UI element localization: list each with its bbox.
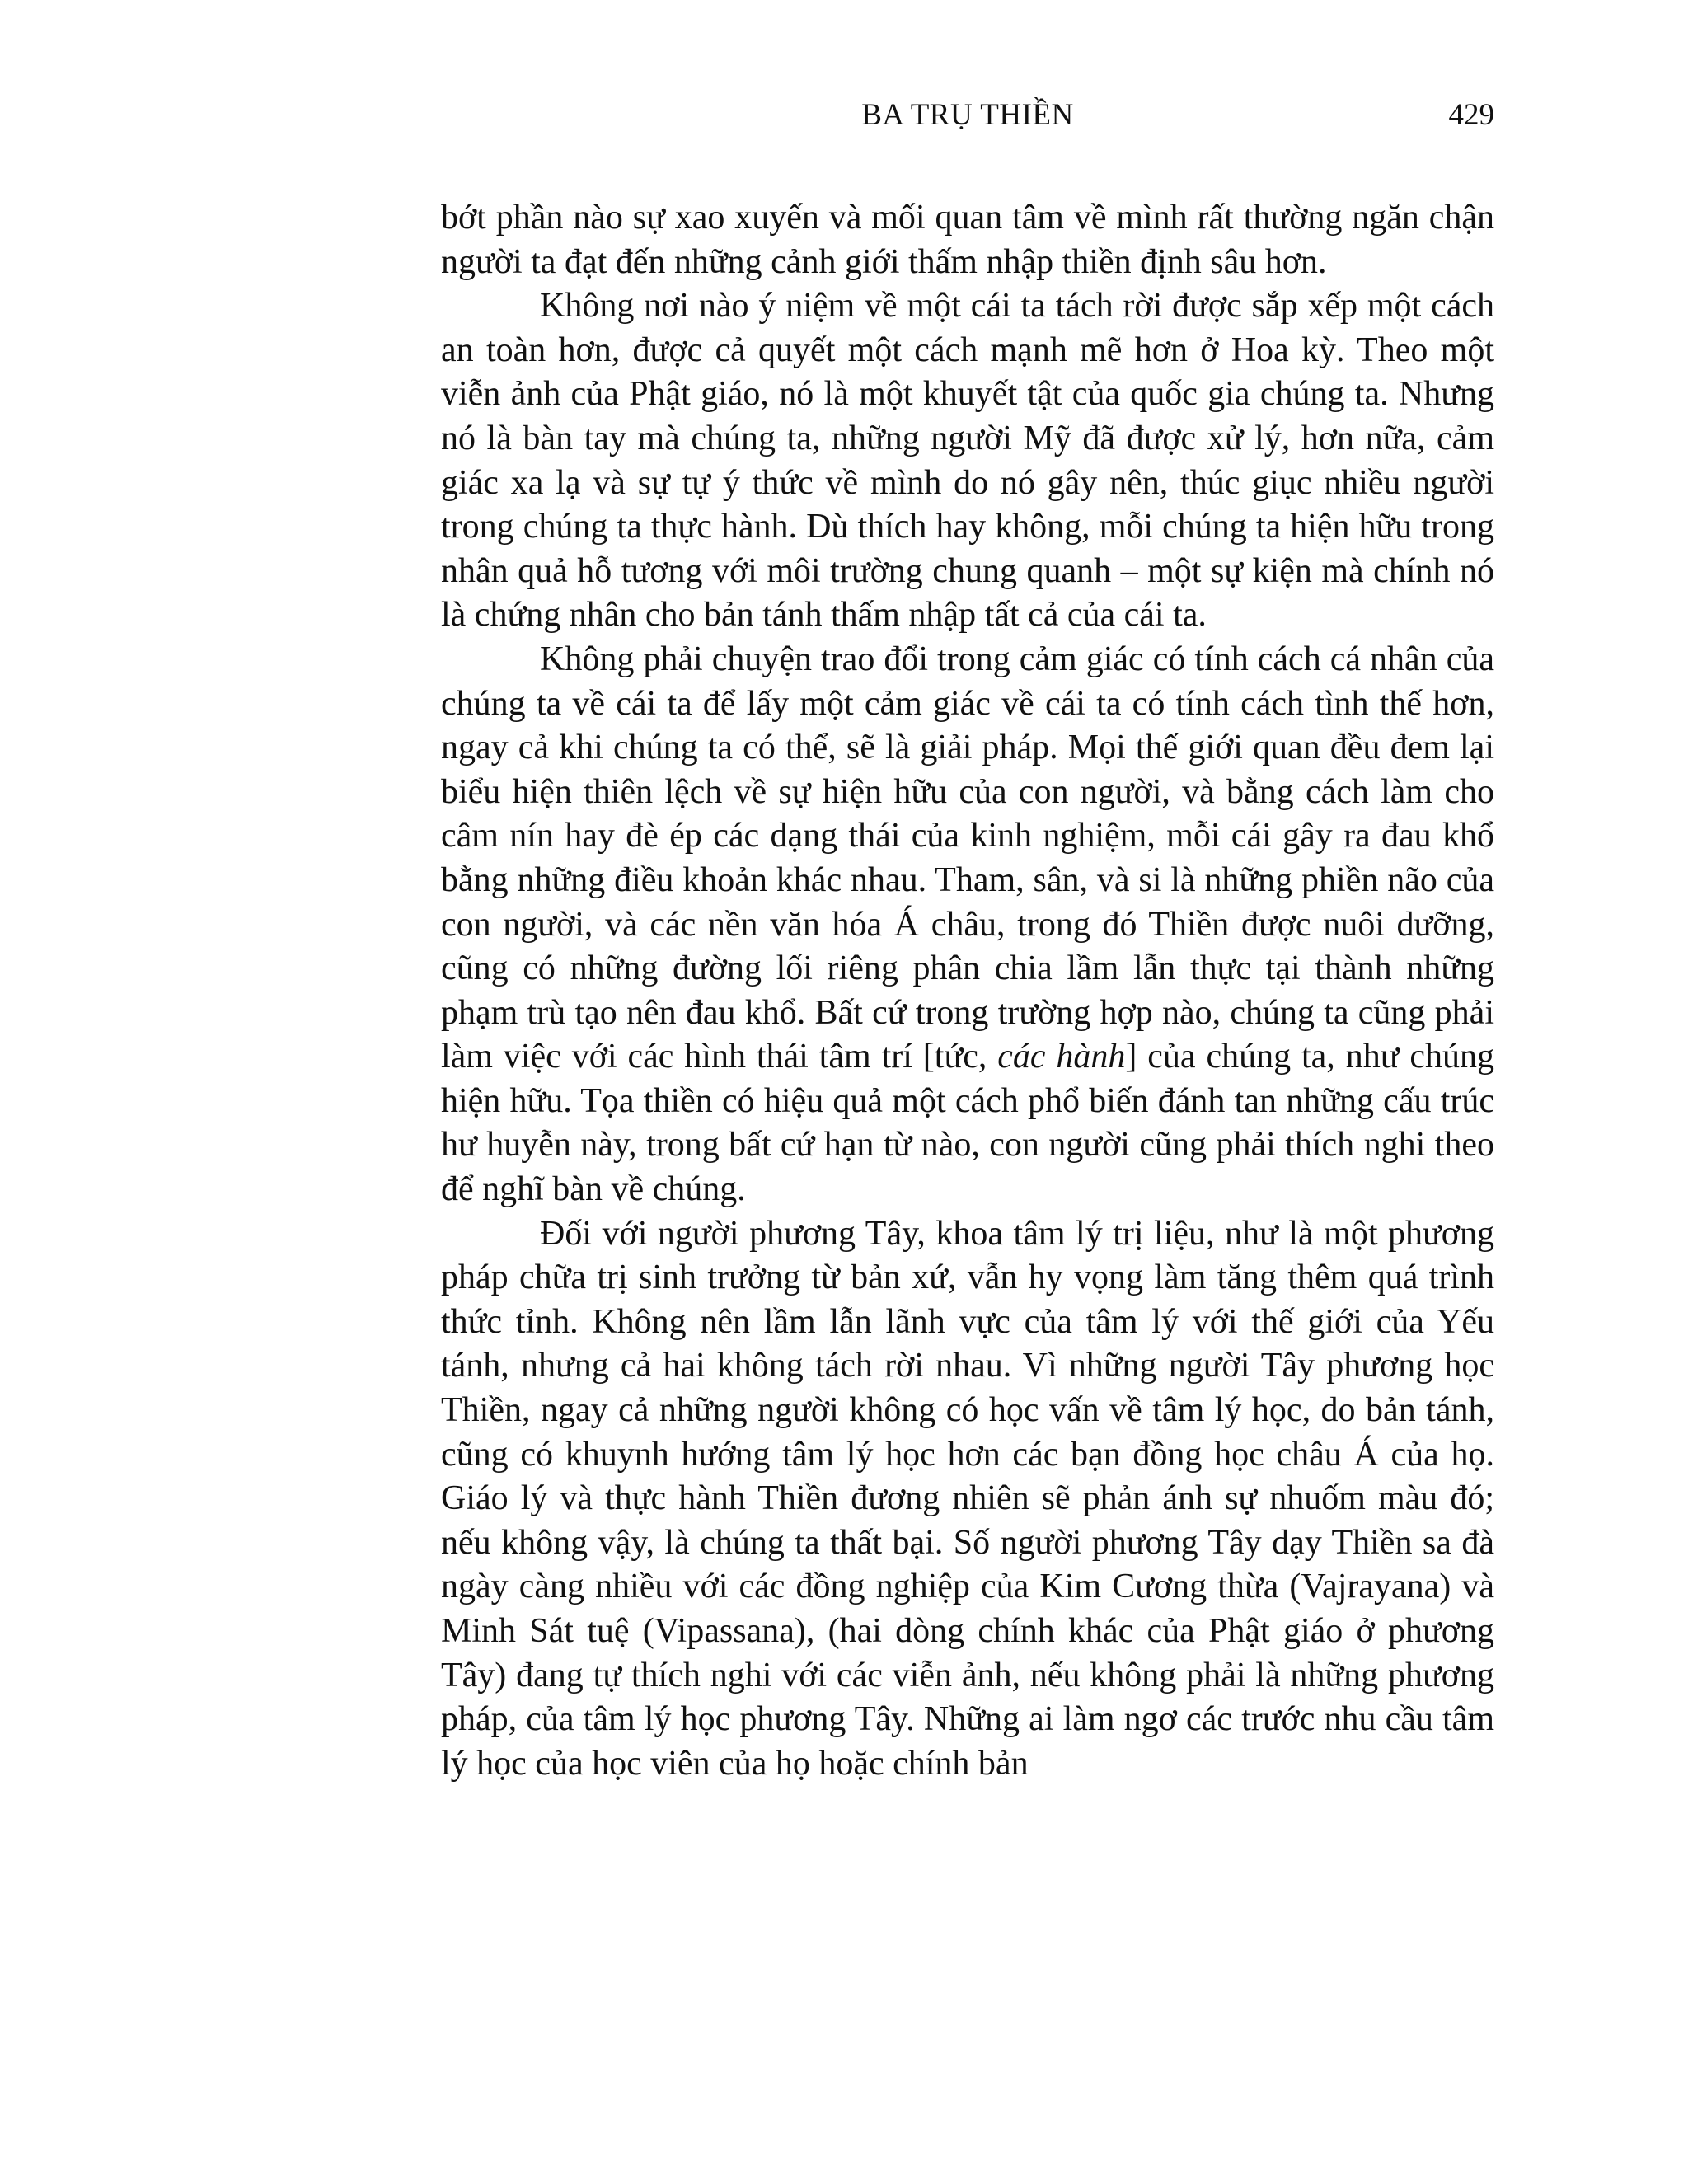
italic-term: các hành: [997, 1038, 1126, 1076]
running-header: [441, 97, 1494, 143]
paragraph: Đối với người phương Tây, khoa tâm lý trị liệu, như là một phương pháp chữa trị sinh trưởng từ bản xứ, vẫn hy vọng làm tăng thêm quá trình thức tỉnh. Không nên lầm lẫn lãnh vực của tâm lý với thế giới của Yếu tánh, nhưng cả hai không tách rời nhau. Vì những người Tây phương học Thiền, ngay cả những người không có học vấn về tâm lý học, do bản tánh, cũng có khuynh hướng tâm lý học hơn các bạn đồng học châu Á của họ. Giáo lý và thực hành Thiền đương nhiên sẽ phản ánh sự nhuốm màu đó; nếu không vậy, là chúng ta thất bại. Số người phương Tây dạy Thiền sa đà ngày càng nhiều với các đồng nghiệp của Kim Cương thừa (Vajrayana) và Minh Sát tuệ (Vipassana), (hai dòng chính khác của Phật giáo ở phương Tây) đang tự thích nghi với các viễn ảnh, nếu không phải là những phương pháp, của tâm lý học phương Tây. Những ai làm ngơ các trước nhu cầu tâm lý học của học viên của họ hoặc chính bản: [441, 1214, 1494, 1783]
paragraph-text: ] của chúng ta, như chúng hiện hữu. Tọa thiền có hiệu quả một cách phổ biến đánh tan những cấu trúc hư huyễn này, trong bất cứ hạn từ nào, con người cũng phải thích nghi theo để nghĩ bàn về chúng.: [441, 1038, 1494, 1209]
paragraph: Không nơi nào ý niệm về một cái ta tách rời được sắp xếp một cách an toàn hơn, được cả quyết một cách mạnh mẽ hơn ở Hoa kỳ. Theo một viễn ảnh của Phật giáo, nó là một khuyết tật của quốc gia chúng ta. Nhưng nó là bàn tay mà chúng ta, những người Mỹ đã được xử lý, hơn nữa, cảm giác xa lạ và sự tự ý thức về mình do nó gây nên, thúc giục nhiều người trong chúng ta thực hành. Dù thích hay không, mỗi chúng ta hiện hữu trong nhân quả hỗ tương với môi trường chung quanh – một sự kiện mà chính nó là chứng nhân cho bản tánh thấm nhập tất cả của cái ta.: [441, 287, 1494, 635]
body-text: [441, 196, 1494, 1786]
page-number: 429: [1448, 98, 1494, 132]
paragraph-continuation: bớt phần nào sự xao xuyến và mối quan tâm về mình rất thường ngăn chận người ta đạt đến những cảnh giới thấm nhập thiền định sâu hơn.: [441, 199, 1494, 281]
paragraph: [441, 638, 1494, 1212]
paragraph-text: Không phải chuyện trao đổi trong cảm giác có tính cách cá nhân của chúng ta về cái ta để lấy một cảm giác về cái ta có tính cách tình thế hơn, ngay cả khi chúng ta có thể, sẽ là giải pháp. Mọi thế giới quan đều đem lại biểu hiện thiên lệch về sự hiện hữu của con người, và bằng cách làm cho câm nín hay đè ép các dạng thái của kinh nghiệm, mỗi cái gây ra đau khổ bằng những điều khoản khác nhau. Tham, sân, và si là những phiền não của con người, và các nền văn hóa Á châu, trong đó Thiền được nuôi dưỡng, cũng có những đường lối riêng phân chia lầm lẫn thực tại thành những phạm trù tạo nên đau khổ. Bất cứ trong trường hợp nào, chúng ta cũng phải làm việc với các hình thái tâm trí [tức,: [441, 640, 1494, 1076]
running-title: BA TRỤ THIỀN: [861, 98, 1074, 132]
